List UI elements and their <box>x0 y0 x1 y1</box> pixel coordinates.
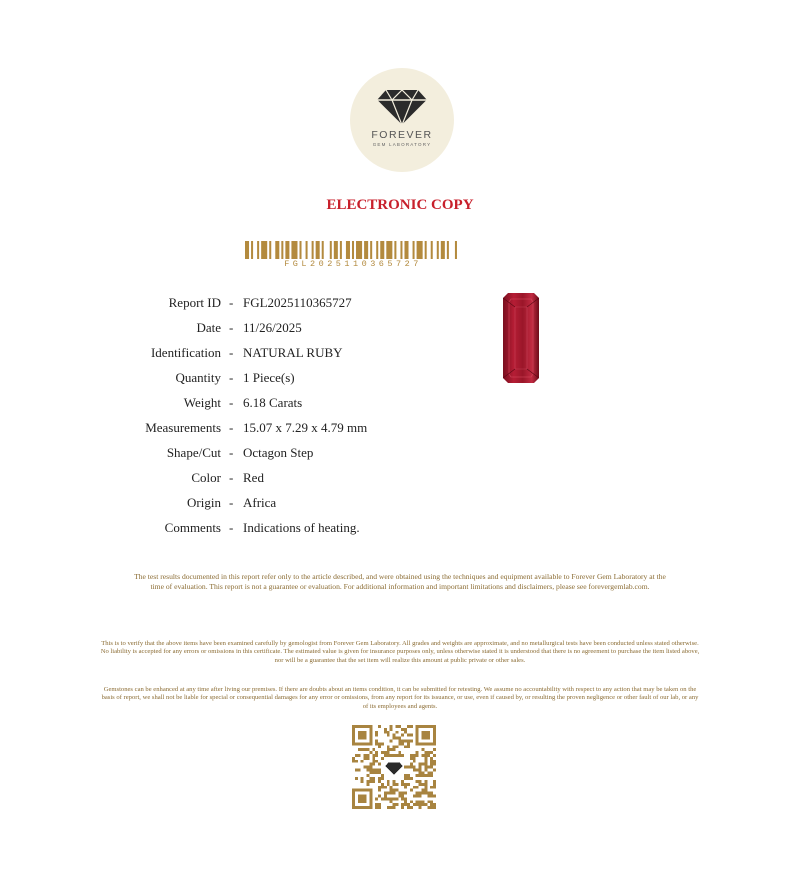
report-row-value: 6.18 Carats <box>243 395 303 410</box>
qr-code-icon[interactable] <box>352 725 436 809</box>
report-row-label: Origin <box>187 495 221 510</box>
report-row-value: Africa <box>243 495 277 510</box>
report-row-separator: - <box>229 445 234 460</box>
report-row-label: Weight <box>183 395 221 410</box>
report-row-label: Date <box>196 320 221 335</box>
report-row-separator: - <box>229 345 234 360</box>
report-row-separator: - <box>229 370 234 385</box>
report-row-separator: - <box>229 320 234 335</box>
report-row <box>0 495 520 515</box>
report-row-value: 1 Piece(s) <box>243 370 295 385</box>
report-row-label: Quantity <box>175 370 221 385</box>
report-row-label: Measurements <box>145 420 221 435</box>
barcode-text: FGL2025110365727 <box>284 259 422 269</box>
report-row-value: NATURAL RUBY <box>243 345 343 360</box>
diamond-icon <box>376 88 428 126</box>
report-row-label: Comments <box>164 520 221 535</box>
report-row-label: Color <box>191 470 221 485</box>
barcode <box>245 241 461 259</box>
report-row <box>0 345 520 365</box>
report-row-separator: - <box>229 420 234 435</box>
report-row-separator: - <box>229 395 234 410</box>
evaluation-disclaimer: The test results documented in this report refer only to the article described, and were obtained using the techniques and equipment available to Forever Gem Laboratory at the time of evaluation. This report is not a guarantee or evaluation. For additional information and important limitations and disclaimers, please see forevergemlab.com. <box>134 572 666 591</box>
report-row-value: 15.07 x 7.29 x 4.79 mm <box>243 420 368 435</box>
report-row-value: FGL2025110365727 <box>243 295 352 310</box>
report-row-value: Indications of heating. <box>243 520 360 535</box>
lab-logo-subtitle: GEM LABORATORY <box>372 142 432 147</box>
report-row-separator: - <box>229 495 234 510</box>
report-row <box>0 445 520 465</box>
report-row <box>0 520 520 540</box>
report-row-label: Shape/Cut <box>166 445 221 460</box>
report-row-value: Octagon Step <box>243 445 314 460</box>
ruby-gem-image <box>503 293 539 383</box>
report-row <box>0 370 520 390</box>
lab-logo-name: FOREVER <box>371 129 433 141</box>
lab-logo <box>350 68 454 172</box>
report-row <box>0 420 520 440</box>
report-row-value: 11/26/2025 <box>243 320 302 335</box>
report-row <box>0 470 520 490</box>
report-row-label: Report ID <box>168 295 221 310</box>
report-row-separator: - <box>229 520 234 535</box>
document-title: ELECTRONIC COPY <box>326 197 474 213</box>
report-row-label: Identification <box>150 345 221 360</box>
report-row-separator: - <box>229 470 234 485</box>
report-row-value: Red <box>243 470 264 485</box>
report-row <box>0 320 520 340</box>
verification-disclaimer: This is to verify that the above items have been examined carefully by gemologist from Forever Gem Laboratory. All grades and weights are approximate, and no metallurgical tests have been conducted unless stated otherwise. No liability is accepted for any errors or omissions in this certificate. The estimated value is given for insurance purposes only, unless otherwise stated it is understood that there is no agreement to purchase the item listed above, nor will be a guarantee that the set item will realize this amount at public private or other sales. <box>100 640 700 664</box>
report-row <box>0 395 520 415</box>
report-row <box>0 295 520 315</box>
report-row-separator: - <box>229 295 234 310</box>
enhancement-disclaimer: Gemstones can be enhanced at any time after living our premises. If there are doubts about an items condition, it can be submitted for retesting. We assume no accountability with respect to any action that may be taken on the basis of report, we shall not be liable for special or consequential damages for any error or omissions, from any report for its issuance, or use, even if caused by, or resulting the proven negligence or other fault of our lab, or any of its employees and agents. <box>101 686 699 710</box>
